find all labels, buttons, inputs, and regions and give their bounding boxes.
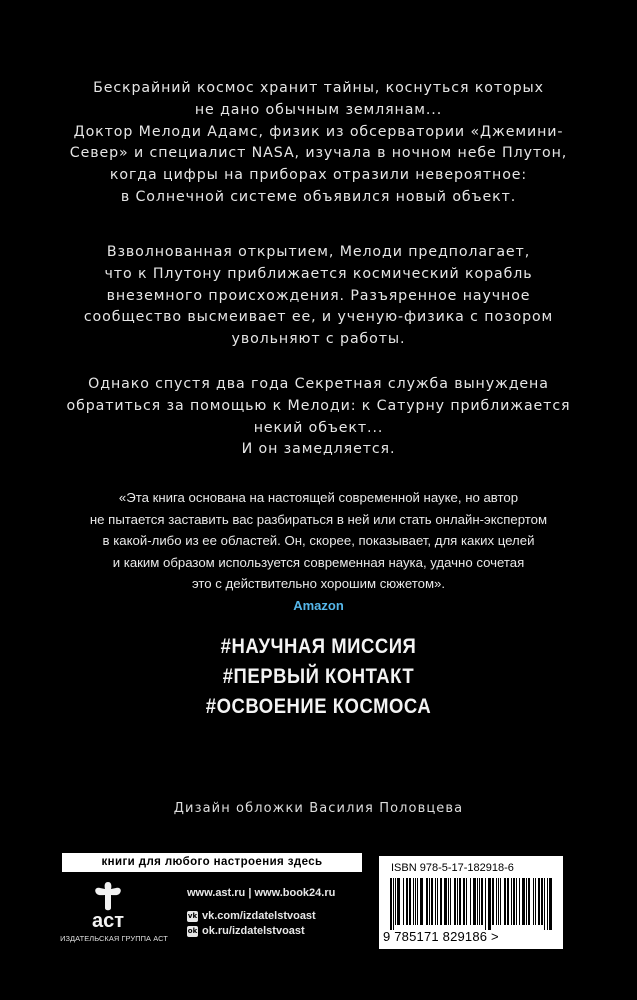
blurb-line: что к Плутону приближается космический корабль [104,265,533,282]
barcode-bar [541,878,543,925]
barcode-bar [429,878,430,925]
isbn-label: ISBN 978-5-17-182918-6 [391,862,514,874]
hashtag: #ОСВОЕНИЕ КОСМОСА [205,695,432,718]
blurb-line: не дано обычным землянам... [194,101,443,118]
quote-line: не пытается заставить вас разбираться в ней или стать онлайн-экспертом [89,511,548,527]
publisher-caption: ИЗДАТЕЛЬСКАЯ ГРУППА АСТ [60,934,168,943]
barcode-bar [549,878,552,930]
barcode-bar [470,878,471,925]
ok-icon: ok [187,926,198,935]
blurb-line: увольняют с работы. [231,331,406,348]
barcode-bar [393,878,394,930]
barcode-bar [522,878,525,925]
barcode-bar [535,878,536,925]
barcode-bar [463,878,465,925]
blurb-line: внеземного происхождения. Разъяренное научное [106,287,531,304]
barcode-bar [390,878,392,930]
blurb-line: Взволнованная открытием, Мелоди предполагает, [106,244,531,260]
barcode-bar [466,878,467,925]
barcode-bar [507,878,509,925]
hashtags [38,632,599,722]
barcode-bar [450,878,451,925]
publisher-tagline: книги для любого настроения здесь [62,853,362,872]
social-link-vk[interactable] [187,910,335,922]
blurb-line: в Солнечной системе объявился новый объект. [120,188,517,205]
barcode-bar [454,878,456,925]
barcode-bar [500,878,501,925]
barcode-bar [492,878,494,925]
barcode-bar [437,878,438,925]
barcode-digits: 9 785171 829186 > [383,929,499,944]
barcode-bar [415,878,416,925]
barcode-bar [477,878,478,925]
publisher-websites[interactable]: www.ast.ru | www.book24.ru [187,887,336,899]
vk-icon: vk [187,911,198,920]
barcode-bar [513,878,515,925]
barcode-bar [533,878,534,925]
barcode-bar [413,878,414,925]
barcode-bar [403,878,404,925]
barcode-bar [547,878,548,930]
blurb-paragraph-2 [40,242,597,351]
barcode-bar [544,878,545,930]
quote-line: это с действительно хорошим сюжетом». [191,576,446,591]
barcode-bar [431,878,433,925]
barcode-bar [440,878,442,925]
blurb-line: сообщество высмеивает ее, и ученую-физика с позором [83,309,554,326]
barcode-bar [409,878,411,925]
barcode-bar [444,878,447,925]
barcode-bar [479,878,480,925]
blurb-line: Доктор Мелоди Адамс, физик из обсерватории «Джемини- [73,123,564,140]
barcode-bar [528,878,530,925]
quote-line: и каким образом используется современная наука, удачно сочетая [112,554,525,570]
barcode-bar [406,878,408,925]
barcode-bar [481,878,483,925]
design-credit: Дизайн обложки Василия Половцева [173,801,464,816]
ast-logo [86,880,130,932]
quote-line: в какой-либо из ее областей. Он, скорее, показывает, для каких целей [102,533,535,548]
barcode-panel [379,856,563,949]
logo-text: аст [91,910,125,932]
review-quote [30,487,607,616]
barcode-bar [519,878,520,925]
publisher-contacts [187,887,335,937]
hashtag: #ПЕРВЫЙ КОНТАКТ [222,665,415,688]
blurb-paragraph-1 [40,78,597,209]
barcode-bar [538,878,540,925]
barcode-bar [420,878,423,925]
blurb-line: И он замедляется. [241,441,396,458]
barcode-bar [516,878,517,925]
blurb-paragraph-3 [40,374,597,461]
social-link-text: ok.ru/izdatelstvoast [202,925,305,937]
barcode-bar [496,878,497,925]
social-link-ok[interactable] [187,925,335,937]
blurb-line: Однако спустя два года Секретная служба вынуждена [88,376,549,392]
barcode-bar [397,878,400,925]
quote-line: «Эта книга основана на настоящей современной науке, но автор [118,490,519,505]
barcode-bar [426,878,428,925]
blurb-line: Бескрайний космос хранит тайны, коснуться которых [93,80,544,96]
barcode-bar [457,878,458,925]
barcode-bar [498,878,499,925]
barcode [388,878,554,930]
barcode-bar [485,878,486,930]
barcode-bar [459,878,461,925]
barcode-bar [435,878,436,925]
hashtag: #НАУЧНАЯ МИССИЯ [220,635,417,658]
blurb-line: обратиться за помощью к Мелоди: к Сатурну приближается [66,397,571,414]
barcode-bar [526,878,527,925]
blurb-line: Север» и специалист NASA, изучала в ночном небе Плутон, [69,145,568,162]
barcode-bar [395,878,396,925]
barcode-bar [417,878,418,925]
quote-source: Amazon [293,597,344,613]
blurb-line: когда цифры на приборах отразили невероятное: [109,167,528,184]
barcode-bar [473,878,476,925]
barcode-bar [488,878,491,930]
barcode-bar [511,878,512,925]
barcode-bar [504,878,506,925]
barcode-bar [448,878,449,925]
social-link-text: vk.com/izdatelstvoast [202,910,316,922]
blurb-line: некий объект... [253,419,384,436]
